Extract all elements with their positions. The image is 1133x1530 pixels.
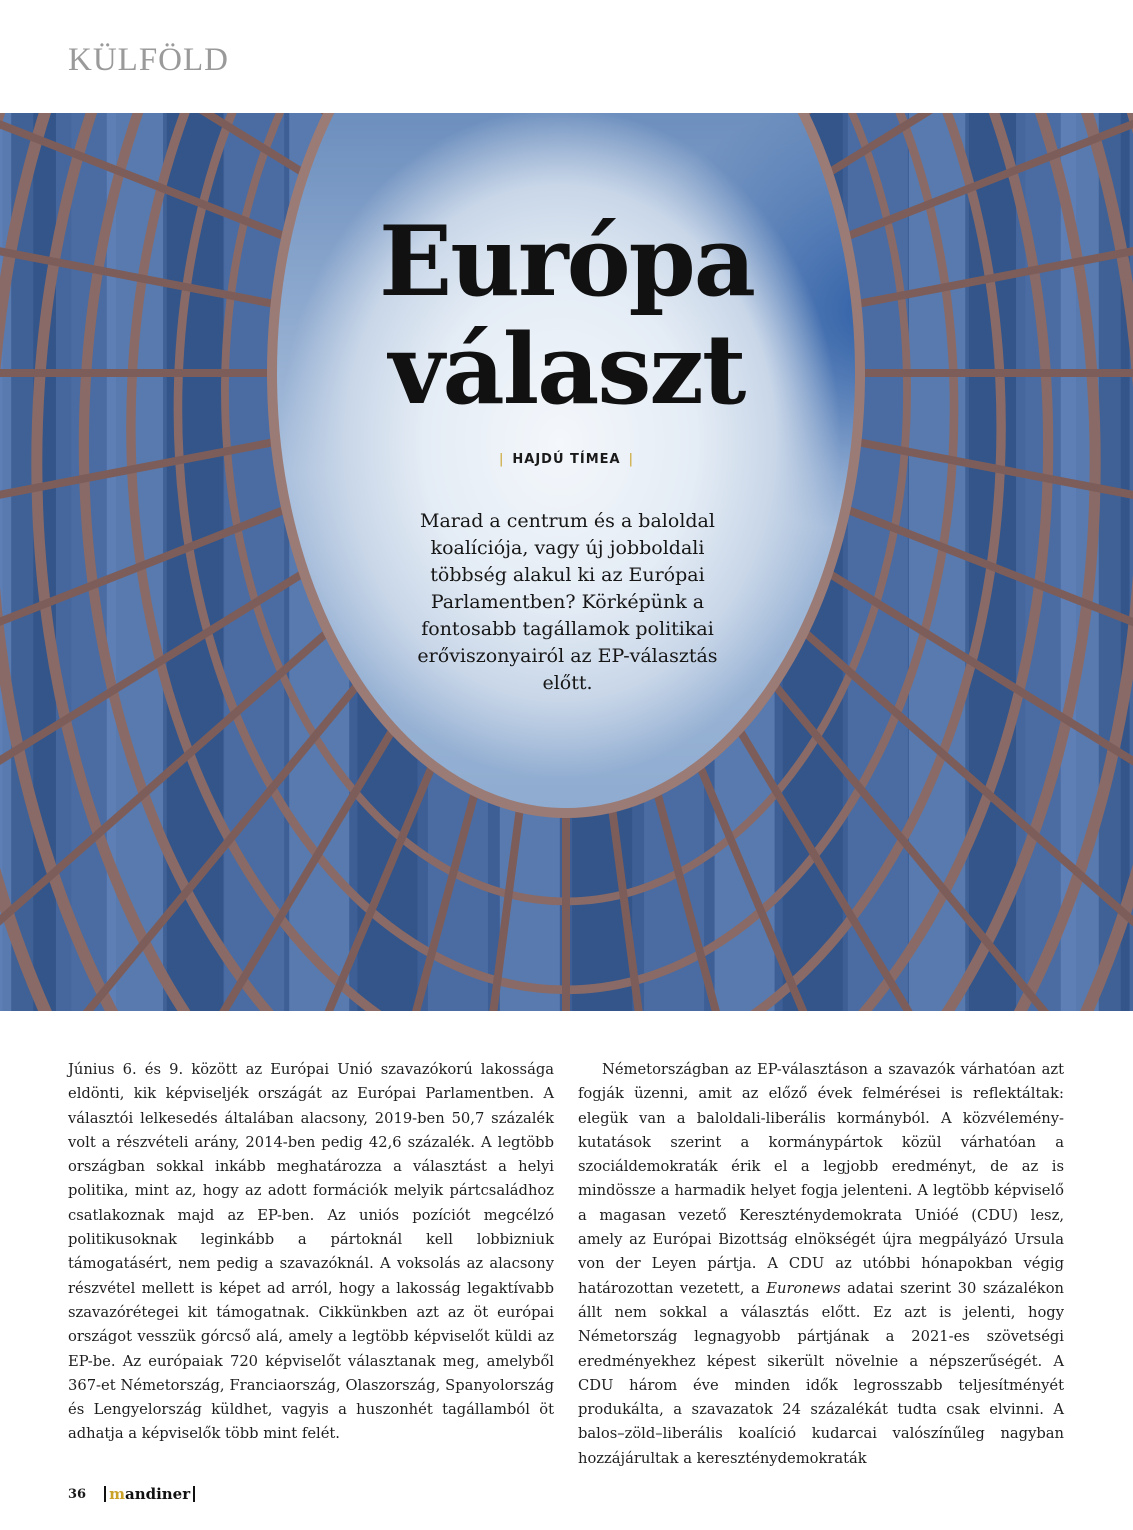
page-footer xyxy=(68,1486,195,1502)
section-label: KÜLFÖLD xyxy=(68,42,229,78)
page-number: 36 xyxy=(68,1486,87,1502)
euronews-mention: Euronews xyxy=(766,1279,841,1297)
author-name: HAJDÚ TÍMEA xyxy=(512,452,621,467)
mandiner-logo: mandiner xyxy=(104,1486,195,1502)
title-line-2: választ xyxy=(388,313,745,426)
lead-paragraph: Marad a centrum és a baloldal koalíciója, vagy új jobboldali többség alakul ki az Európai Parlamentben? Körképünk a fontosabb tagállamok politikai erőviszonyairól az EP-választás előtt. xyxy=(417,510,718,694)
title-line-1: Európa xyxy=(379,205,754,318)
byline-bar-left: | xyxy=(498,452,505,467)
body-right-part-2: adatai szerint 30 százalékon állt nem sokkal a választás előtt. Ez azt is jelenti, hogy Németország legnagyobb pártjának a 2021-es szövetségi eredményekhez képest sikerült növelnie a népszerűségét. A CDU három éve minden idők legrosszabb teljesítményét produkálta, a szavazatok 24 százalékát tudta csak elvinni. A balos–zöld–liberális koalíció kudarcai valószínűleg nagyban hozzájárultak a kereszténydemokraták xyxy=(578,1279,1065,1467)
body-right-part-1: Németországban az EP-választáson a szavazók várhatóan azt fogják üzenni, amit az előző évek felmérései is reflektáltak: elegük van a baloldali-liberális kormányból. A közvélemény-kutatások szerint a kormánypártok közül várhatóan a szociáldemokraták érik el a legjobb eredményt, de az is mindössze a harmadik helyet fogja jelenteni. A legtöbb képviselő a magasan vezető Kereszténydemokrata Unióé (CDU) lesz, amely az Európai Bizottság elnökségét újra megpályázó Ursula von der Leyen pártja. A CDU az utóbbi hónapokban végig határozottan vezetett, a xyxy=(578,1061,1064,1297)
byline xyxy=(0,452,1133,467)
byline-bar-right: | xyxy=(628,452,634,467)
body-column-right xyxy=(578,1058,1064,1471)
body-column-left: Június 6. és 9. között az Európai Unió szavazókorú lakossága eldönti, kik képviseljék országát az Európai Parlamentben. A választói lelkesedés általában alacsony, 2019-ben 50,7 százalék volt a részvételi arány, 2014-ben pedig 42,6 százalék. A legtöbb országban sokkal inkább meghatározza a választást a helyi politika, mint az, hogy az adott formációk melyik pártcsaládhoz csatlakoznak majd az EP-ben. Az uniós pozíciót megcélzó politikusoknak leginkább a pártoknál kell lobbizniuk támogatásért, nem pedig a szavazóknál. A voksolás az alacsony részvétel mellett is képet ad arról, hogy a lakosság legaktívabb szavazórétegei kit támogatnak. Cikkünkben azt az öt európai országot vesszük górcső alá, amely a legtöbb képviselőt küldi az EP-be. Az európaiak 720 képviselőt választanak meg, amelyből 367-et Németország, Franciaország, Olaszország, Spanyolország és Lengyelország küldhet, vagyis a huszonhét tagállamból öt adhatja a képviselők több mint felét. xyxy=(68,1061,554,1443)
hero-photo xyxy=(0,113,1133,1011)
article-title xyxy=(0,205,1133,426)
